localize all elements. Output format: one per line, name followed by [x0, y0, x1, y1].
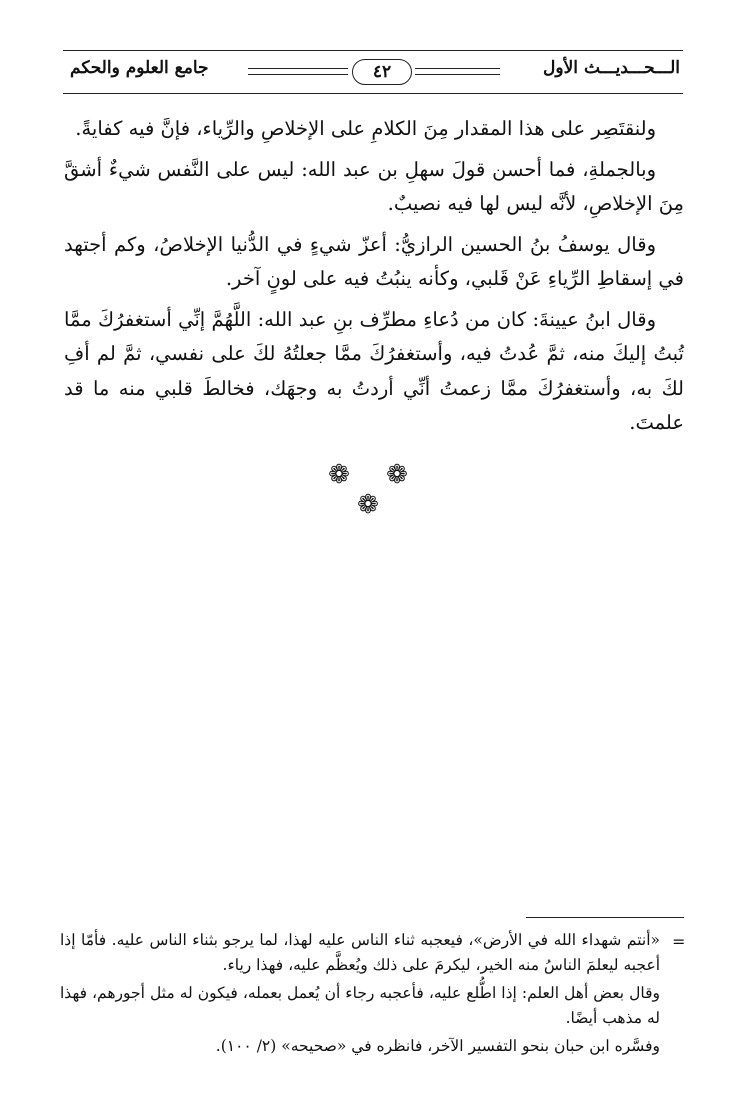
main-text [64, 112, 684, 447]
footnotes [60, 928, 660, 1062]
book-title: جامع العلوم والحكم [70, 58, 209, 78]
header-bottom-rule [63, 93, 683, 94]
header-double-rule-right [415, 68, 500, 75]
header-top-rule [63, 50, 683, 51]
footnote-continuation-marker: = [672, 932, 686, 951]
footnote-line: «أنتم شهداء الله في الأرض»، فيعجبه ثناء الناس عليه لهذا، لما يرجو بثناء الناس عليه. فأمّا إذا أعجبه ليعلمَ الناسُ منه الخير، ليكرمَ على ذلك ويُعظَّم عليه، فهذا رياء. [60, 931, 660, 974]
paragraph: وقال ابنُ عيينةَ: كان من دُعاءِ مطرِّف بنِ عبد الله: اللَّهُمَّ إنِّي أستغفرُكَ ممَّا تُبتُ إليكَ منه، ثمَّ عُدتُ فيه، وأستغفرُكَ ممَّا جعلتُهُ لكَ على نفسي، ثمَّ لم أفِ لكَ به، وأستغفرُكَ ممَّا زعمتُ أنِّي أردتُ به وجهَك، فخالطَ قلبي منه ما قد علمتَ. [64, 307, 684, 434]
footnote-line: وفسَّره ابن حبان بنحو التفسير الآخر، فانظره في «صحيحه» (٢/ ١٠٠). [215, 1037, 660, 1055]
footnote-line: وقال بعض أهل العلم: إذا اطُّلع عليه، فأعجبه رجاء أن يُعمل بعمله، فيكون له مثل أجورهم، فهذا له مذهب أيضًا. [60, 984, 660, 1027]
footnote-rule [526, 917, 684, 918]
page-number: ٤٢ [352, 59, 412, 85]
paragraph: وقال يوسفُ بنُ الحسين الرازيُّ: أعزّ شيءٍ في الدُّنيا الإخلاصُ، وكم أجتهد في إسقاطِ الرِّياءِ عَنْ قَلبي، وكأنه ينبُتُ فيه على لونٍ آخر. [64, 232, 684, 290]
header-double-rule-left [248, 68, 348, 75]
chapter-title: الـــحـــديـــث الأول [543, 58, 680, 78]
section-separator-stars: ❁ ❁ ❁ [328, 460, 422, 520]
paragraph: ولنقتَصِر على هذا المقدار مِنَ الكلامِ على الإخلاصِ والرِّياء، فإنَّ فيه كفايةً. [75, 117, 656, 140]
paragraph: وبالجملةِ، فما أحسن قولَ سهلِ بن عبد الله: ليس على النَّفس شيءٌ أشقَّ مِنَ الإخلاصِ، لأنَّه ليس لها فيه نصيبٌ. [64, 157, 684, 215]
